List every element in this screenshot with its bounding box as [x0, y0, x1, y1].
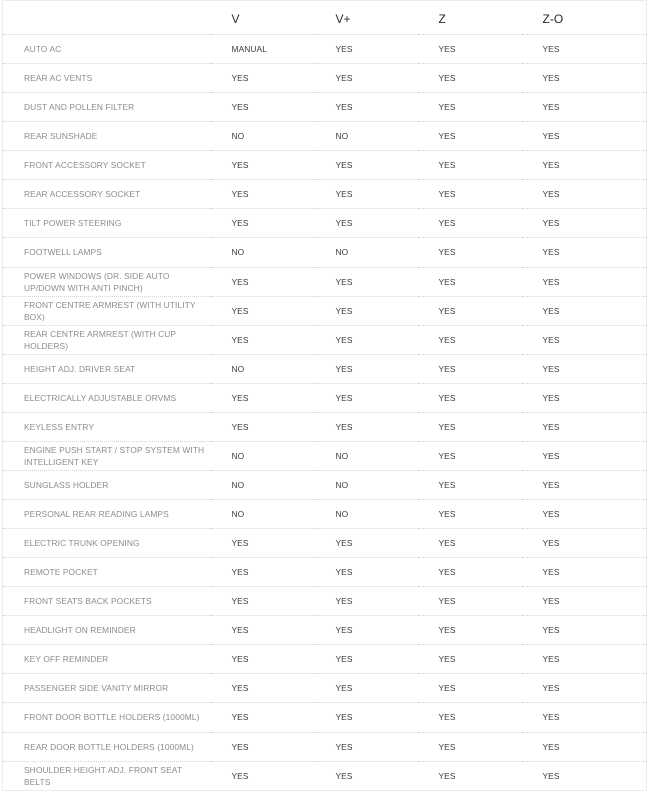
value-v-plus: YES: [315, 616, 418, 645]
value-z-o: YES: [522, 151, 647, 180]
value-z-o: YES: [522, 441, 647, 470]
table-row: [3, 296, 647, 325]
table-row: [3, 267, 647, 296]
value-v-plus: YES: [315, 558, 418, 587]
header-variant-v-plus: V+: [315, 1, 418, 35]
value-v-plus: YES: [315, 64, 418, 93]
value-v: NO: [211, 441, 315, 470]
value-z: YES: [438, 770, 456, 781]
feature-name: AUTO AC: [3, 35, 211, 64]
header-feature-cell: [3, 1, 211, 35]
value-z: YES: [418, 412, 522, 441]
feature-name: KEY OFF REMINDER: [3, 645, 211, 674]
value-v: YES: [211, 383, 315, 412]
feature-name: ELECTRIC TRUNK OPENING: [3, 529, 211, 558]
value-z: YES: [418, 674, 522, 703]
value-v-plus: YES: [315, 209, 418, 238]
feature-name: DUST AND POLLEN FILTER: [3, 93, 211, 122]
value-v: YES: [211, 296, 315, 325]
feature-name: ENGINE PUSH START / STOP SYSTEM WITH INTELLIGENT KEY: [3, 441, 211, 470]
value-z: YES: [418, 645, 522, 674]
value-z: YES: [418, 354, 522, 383]
value-v: YES: [211, 209, 315, 238]
table-row: [3, 761, 647, 790]
value-v-plus: NO: [315, 500, 418, 529]
value-v: YES: [231, 770, 249, 781]
table-row: [3, 500, 647, 529]
header-variant-v: V: [211, 1, 315, 35]
value-v-plus: YES: [315, 151, 418, 180]
value-z: YES: [418, 296, 522, 325]
table-row: [3, 645, 647, 674]
table-row: [3, 325, 647, 354]
feature-name: FOOTWELL LAMPS: [3, 238, 211, 267]
value-z-o: YES: [522, 645, 647, 674]
feature-name: PASSENGER SIDE VANITY MIRROR: [3, 674, 211, 703]
table-row: [3, 732, 647, 761]
value-v-plus: YES: [315, 354, 418, 383]
value-v: YES: [211, 412, 315, 441]
value-z: YES: [418, 325, 522, 354]
value-z-o: YES: [522, 209, 647, 238]
table-row: [3, 383, 647, 412]
feature-name: FRONT DOOR BOTTLE HOLDERS (1000ML): [3, 703, 211, 732]
value-z-o: YES: [522, 732, 647, 761]
value-z-o: YES: [522, 703, 647, 732]
value-z: YES: [418, 209, 522, 238]
feature-name: REAR SUNSHADE: [3, 122, 211, 151]
header-variant-z-o: Z-O: [522, 1, 647, 35]
value-v-plus: YES: [315, 703, 418, 732]
value-z-o: YES: [522, 470, 647, 499]
feature-name: POWER WINDOWS (DR. SIDE AUTO UP/DOWN WITH ANTI PINCH): [3, 267, 211, 296]
value-z: YES: [418, 470, 522, 499]
value-v-plus: YES: [315, 674, 418, 703]
value-v-plus: YES: [315, 412, 418, 441]
table-row: [3, 587, 647, 616]
feature-name: SHOULDER HEIGHT ADJ. FRONT SEAT BELTS: [24, 764, 182, 787]
table-row: [3, 616, 647, 645]
value-v-plus: YES: [315, 383, 418, 412]
value-v: YES: [211, 558, 315, 587]
value-z-o: YES: [522, 180, 647, 209]
feature-name: PERSONAL REAR READING LAMPS: [3, 500, 211, 529]
value-v-plus: YES: [315, 529, 418, 558]
value-z: YES: [418, 64, 522, 93]
value-z-o: YES: [522, 238, 647, 267]
value-v: YES: [211, 151, 315, 180]
feature-name: REAR AC VENTS: [3, 64, 211, 93]
value-v: YES: [211, 645, 315, 674]
table-row: [3, 674, 647, 703]
value-v: NO: [211, 238, 315, 267]
value-v: YES: [211, 674, 315, 703]
value-z-o: YES: [522, 558, 647, 587]
table-row: [3, 151, 647, 180]
value-v: YES: [211, 180, 315, 209]
value-z: YES: [418, 93, 522, 122]
value-z: YES: [418, 151, 522, 180]
value-v-plus: NO: [315, 122, 418, 151]
table-row: [3, 209, 647, 238]
feature-name: FRONT SEATS BACK POCKETS: [3, 587, 211, 616]
table-row: [3, 441, 647, 470]
feature-name: REMOTE POCKET: [3, 558, 211, 587]
table-row: [3, 412, 647, 441]
value-v: NO: [211, 354, 315, 383]
feature-name: FRONT ACCESSORY SOCKET: [3, 151, 211, 180]
value-z: YES: [418, 238, 522, 267]
value-v-plus: YES: [335, 770, 353, 781]
feature-name: REAR ACCESSORY SOCKET: [3, 180, 211, 209]
value-v-plus: NO: [315, 441, 418, 470]
value-v-plus: YES: [315, 93, 418, 122]
table-row: [3, 35, 647, 64]
value-z-o: YES: [522, 587, 647, 616]
feature-name: REAR CENTRE ARMREST (WITH CUP HOLDERS): [3, 325, 211, 354]
value-v: NO: [211, 470, 315, 499]
value-v-plus: YES: [315, 645, 418, 674]
value-z-o: YES: [522, 354, 647, 383]
value-z-o: YES: [522, 93, 647, 122]
value-v: NO: [211, 122, 315, 151]
value-v: YES: [211, 93, 315, 122]
table-row: [3, 529, 647, 558]
value-z: YES: [418, 267, 522, 296]
value-z: YES: [418, 558, 522, 587]
value-v-plus: YES: [315, 296, 418, 325]
value-z-o: YES: [522, 616, 647, 645]
feature-name: FRONT CENTRE ARMREST (WITH UTILITY BOX): [3, 296, 211, 325]
value-v-plus: NO: [315, 238, 418, 267]
value-z: YES: [418, 529, 522, 558]
value-z-o: YES: [542, 770, 560, 781]
value-v: MANUAL: [211, 35, 315, 64]
table-row: [3, 238, 647, 267]
value-z-o: YES: [522, 64, 647, 93]
value-z: YES: [418, 616, 522, 645]
value-z-o: YES: [522, 412, 647, 441]
value-v-plus: YES: [315, 267, 418, 296]
value-v: YES: [211, 325, 315, 354]
feature-name: SUNGLASS HOLDER: [3, 470, 211, 499]
feature-name: HEADLIGHT ON REMINDER: [3, 616, 211, 645]
value-z: YES: [418, 500, 522, 529]
value-v: YES: [211, 732, 315, 761]
value-z-o: YES: [522, 500, 647, 529]
feature-name: TILT POWER STEERING: [3, 209, 211, 238]
table-row: [3, 558, 647, 587]
value-v: NO: [211, 500, 315, 529]
value-z: YES: [418, 703, 522, 732]
value-z: YES: [418, 180, 522, 209]
table-row: [3, 93, 647, 122]
value-v-plus: NO: [315, 470, 418, 499]
feature-name: ELECTRICALLY ADJUSTABLE ORVMS: [3, 383, 211, 412]
value-v-plus: YES: [315, 325, 418, 354]
value-z: YES: [418, 587, 522, 616]
value-v-plus: YES: [315, 732, 418, 761]
header-variant-z: Z: [418, 1, 522, 35]
value-z: YES: [418, 441, 522, 470]
value-v: YES: [211, 616, 315, 645]
value-z: YES: [418, 383, 522, 412]
value-v-plus: YES: [315, 180, 418, 209]
value-z: YES: [418, 122, 522, 151]
table-row: [3, 703, 647, 732]
value-z-o: YES: [522, 296, 647, 325]
feature-name: KEYLESS ENTRY: [3, 412, 211, 441]
value-z-o: YES: [522, 325, 647, 354]
value-v: YES: [211, 64, 315, 93]
value-v-plus: YES: [315, 35, 418, 64]
value-z-o: YES: [522, 674, 647, 703]
value-v: YES: [211, 587, 315, 616]
value-z-o: YES: [522, 529, 647, 558]
table-row: [3, 180, 647, 209]
table-row: [3, 354, 647, 383]
value-z-o: YES: [522, 267, 647, 296]
value-v: YES: [211, 529, 315, 558]
value-z-o: YES: [522, 122, 647, 151]
value-v: YES: [211, 267, 315, 296]
table-row: [3, 122, 647, 151]
feature-comparison-table: [2, 0, 647, 791]
value-z-o: YES: [522, 35, 647, 64]
header-row: [3, 1, 647, 35]
table-row: [3, 470, 647, 499]
value-v: YES: [211, 703, 315, 732]
value-z: YES: [418, 35, 522, 64]
feature-name: REAR DOOR BOTTLE HOLDERS (1000ML): [3, 732, 211, 761]
value-v-plus: YES: [315, 587, 418, 616]
feature-name: HEIGHT ADJ. DRIVER SEAT: [3, 354, 211, 383]
value-z-o: YES: [522, 383, 647, 412]
table-row: [3, 64, 647, 93]
value-z: YES: [418, 732, 522, 761]
